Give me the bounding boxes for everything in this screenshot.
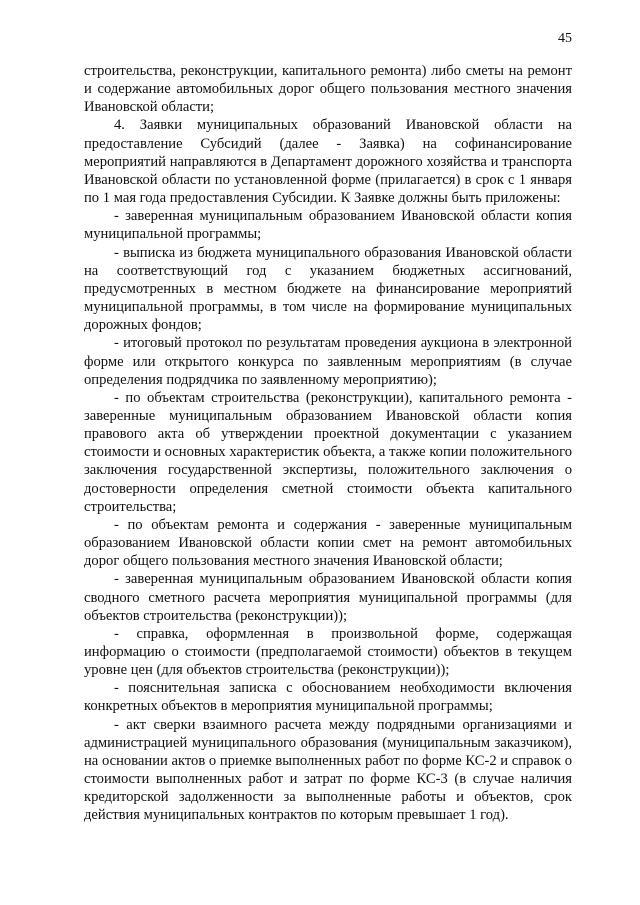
list-item-repair-objects: - по объектам ремонта и содержания - заверенные муниципальным образованием Ивановской области копии смет на ремонт автомобильных дорог общего пользования местного значения Ивановской области;	[84, 516, 572, 570]
list-item-budget-extract: - выписка из бюджета муниципального образования Ивановской области на соответствующий год с указанием бюджетных ассигнований, предусмотренных в местном бюджете на финансирование мероприятий муниципальной программы, в том числе на формирование муниципальных дорожных фондов;	[84, 244, 572, 334]
list-item-explanatory-note: - пояснительная записка с обоснованием необходимости включения конкретных объектов в мероприятия муниципальной программы;	[84, 680, 572, 715]
document-body	[84, 62, 572, 825]
list-item-cost-certificate: - справка, оформленная в произвольной форме, содержащая информацию о стоимости (предполагаемой стоимости) объектов в текущем уровне цен (для объектов строительства (реконструкции));	[84, 625, 572, 679]
list-item-reconciliation-act: - акт сверки взаимного расчета между подрядными организациями и администрацией муниципального образования (муниципальным заказчиком), на основании актов о приемке выполненных работ по форме КС-2 и справок о стоимости выполненных работ и затрат по форме КС-3 (в случае наличия кредиторской задолженности за выполненные работы и объектов, срок действия муниципальных контрактов по которым превышает 1 год).	[84, 716, 572, 824]
paragraph-item-4: 4. Заявки муниципальных образований Ивановской области на предоставление Субсидий (далее - Заявка) на софинансирование мероприятий направляются в Департамент дорожного хозяйства и транспорта Ивановской области по установленной форме (прилагается) в срок с 1 января по 1 мая года предоставления Субсидии. К Заявке должны быть приложены:	[84, 117, 572, 207]
list-item-auction-protocol: - итоговый протокол по результатам проведения аукциона в электронной форме или открытого конкурса по заявленным мероприятиям (в случае определения подрядчика по заявленному мероприятию);	[84, 335, 572, 388]
list-item-program-copy: - заверенная муниципальным образованием Ивановской области копия муниципальной программы;	[84, 208, 572, 243]
list-item-construction-objects: - по объектам строительства (реконструкции), капитального ремонта - заверенные муниципальным образованием Ивановской области копия правового акта об утверждении проектной документации с указанием стоимости и основных характеристик объекта, а также копии положительного заключения государственной экспертизы, положительного заключения о достоверности определения сметной стоимости объекта капитального строительства;	[84, 389, 572, 515]
list-item-estimate-copy: - заверенная муниципальным образованием Ивановской области копия сводного сметного расчета мероприятия муниципальной программы (для объектов строительства (реконструкции));	[84, 571, 572, 624]
page-number: 45	[558, 31, 572, 46]
paragraph-continuation: строительства, реконструкции, капитального ремонта) либо сметы на ремонт и содержание автомобильных дорог общего пользования местного значения Ивановской области;	[84, 63, 572, 116]
